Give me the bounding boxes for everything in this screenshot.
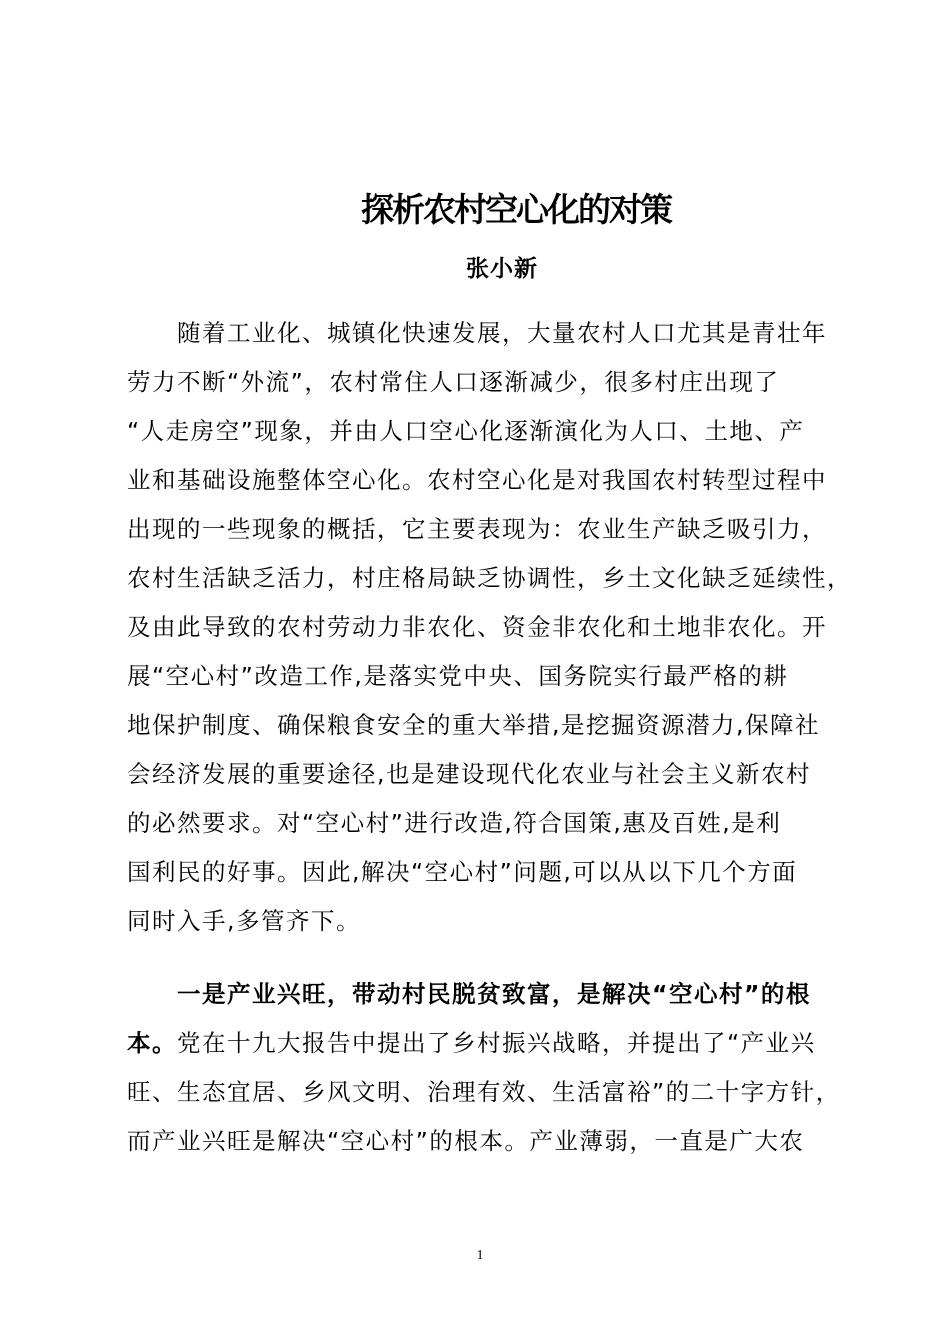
paragraph-line: 同时入手,多管齐下。 — [127, 907, 361, 935]
paragraph-line — [127, 1025, 816, 1061]
paragraph-line: 及由此导致的农村劳动力非农化、资金非农化和土地非农化。开 — [127, 613, 827, 641]
paragraph-line: 劳力不断“外流”，农村常住人口逐渐减少，很多村庄出现了 — [127, 368, 780, 396]
section-heading-line: 一是产业兴旺，带动村民脱贫致富，是解决“空心村”的根 — [177, 980, 811, 1008]
paragraph-line: 会经济发展的重要途径,也是建设现代化农业与社会主义新农村 — [127, 760, 811, 788]
paragraph-line-rest: 党在十九大报告中提出了乡村振兴战略，并提出了“产业兴 — [177, 1029, 816, 1057]
paragraph-line: 地保护制度、确保粮食安全的重大举措,是挖掘资源潜力,保障社 — [127, 711, 820, 739]
paragraph-line: 旺、生态宜居、乡风文明、治理有效、生活富裕”的二十字方针， — [127, 1078, 841, 1106]
document-author: 张小新 — [466, 255, 538, 282]
paragraph-line: 国利民的好事。因此,解决“空心村”问题,可以从以下几个方面 — [127, 858, 798, 886]
paragraph-line: 展“空心村”改造工作,是落实党中央、国务院实行最严格的耕 — [127, 662, 789, 690]
section-heading-tail: 本。 — [127, 1029, 177, 1057]
paragraph-line: “人走房空”现象，并由人口空心化逐渐演化为人口、土地、产 — [127, 417, 805, 445]
paragraph-line: 的必然要求。对“空心村”进行改造,符合国策,惠及百姓,是利 — [127, 809, 782, 837]
paragraph-line: 业和基础设施整体空心化。农村空心化是对我国农村转型过程中 — [127, 466, 827, 494]
document-title: 探析农村空心化的对策 — [361, 190, 671, 229]
paragraph-line: 随着工业化、城镇化快速发展，大量农村人口尤其是青壮年 — [177, 319, 827, 347]
page-number: 1 — [476, 1248, 484, 1263]
paragraph-line: 出现的一些现象的概括，它主要表现为：农业生产缺乏吸引力， — [127, 515, 827, 543]
paragraph-line: 而产业兴旺是解决“空心村”的根本。产业薄弱，一直是广大农 — [127, 1127, 805, 1155]
paragraph-line: 农村生活缺乏活力，村庄格局缺乏协调性，乡土文化缺乏延续性， — [127, 564, 852, 592]
